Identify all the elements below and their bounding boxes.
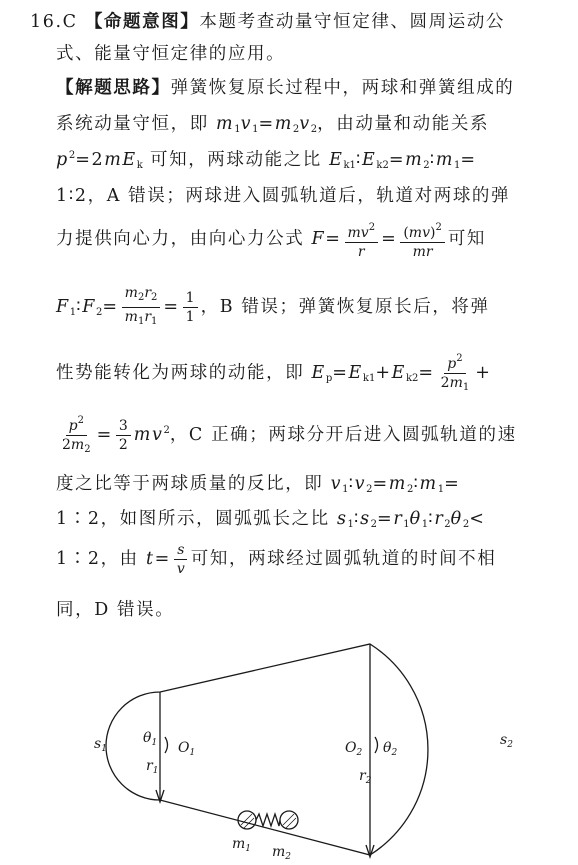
- line-11: 度之比等于两球质量的反比，即 $v_1∶v_2=m_2∶m_1=$: [56, 474, 461, 495]
- line-3: 【解题思路】弹簧恢复原长过程中，两球和弹簧组成的: [56, 78, 515, 98]
- line-14: 同，D 错误。: [56, 600, 175, 620]
- label-s2: $s_2$: [500, 732, 513, 750]
- label-r1: $r_1$: [146, 758, 159, 776]
- label-r2: $r_2$: [359, 768, 372, 786]
- line-12: 1∶2，如图所示，圆弧弧长之比 $s_1∶s_2=r_1\theta_1∶r_2\theta_2<$: [56, 509, 486, 530]
- angle-mark-1: [165, 737, 168, 753]
- question-number: 16.: [30, 12, 63, 32]
- label-O1: $O_1$: [178, 740, 196, 758]
- line-4: 系统动量守恒，即 $m_1v_1=m_2v_2$，由动量和动能关系: [56, 114, 490, 135]
- line-7: 力提供向心力，由向心力公式 F= $\frac{mv^2}{r}$ = $\frac{(mv)^2}{mr}$ 可知: [56, 218, 486, 260]
- line-9: 性势能转化为两球的动能，即 $E_p=E_{k1}+E_{k2}=$ $\frac{p^2}{2m_1}$ +: [56, 350, 492, 392]
- intent-text: 本题考查动量守恒定律、圆周运动公: [199, 12, 506, 32]
- approach-tag: 【解题思路】: [56, 78, 171, 98]
- spring: [256, 814, 280, 826]
- intent-tag: 【命题意图】: [84, 12, 200, 32]
- angle-mark-2: [375, 737, 378, 753]
- label-O2: $O_2$: [345, 740, 363, 758]
- line-8: $F_1∶F_2=$ $\frac{m_2r_2}{m_1r_1}$ = $\frac{1}{1}$ ，B 错误；弹簧恢复原长后，将弹: [56, 285, 490, 327]
- line-10: $\frac{p^2}{2m_2}$ = $\frac{3}{2}$ $mv^2$，C 正确；两球分开后进入圆弧轨道的速: [56, 410, 517, 452]
- label-theta2: $\theta_2$: [383, 740, 398, 758]
- label-m1: $m_1$: [232, 836, 252, 854]
- ball-m1: [238, 811, 256, 829]
- label-theta1: $\theta_1$: [143, 730, 158, 748]
- label-s1: $s_1$: [94, 736, 107, 754]
- label-m2: $m_2$: [272, 844, 292, 862]
- line-2: 式、能量守恒定律的应用。: [56, 44, 286, 64]
- ball-m2: [280, 811, 298, 829]
- line-6: 1∶2，A 错误；两球进入圆弧轨道后，轨道对两球的弹: [56, 186, 511, 206]
- track-outline: [106, 644, 428, 855]
- line-13: 1∶2，由 t= $\frac{s}{v}$ 可知，两球经过圆弧轨道的时间不相: [56, 542, 497, 577]
- line-5: $p^2=2mE_k$ 可知，两球动能之比 $E_{k1}∶E_{k2}=m_2∶m_1=$: [56, 150, 477, 171]
- answer-letter: C: [62, 12, 78, 32]
